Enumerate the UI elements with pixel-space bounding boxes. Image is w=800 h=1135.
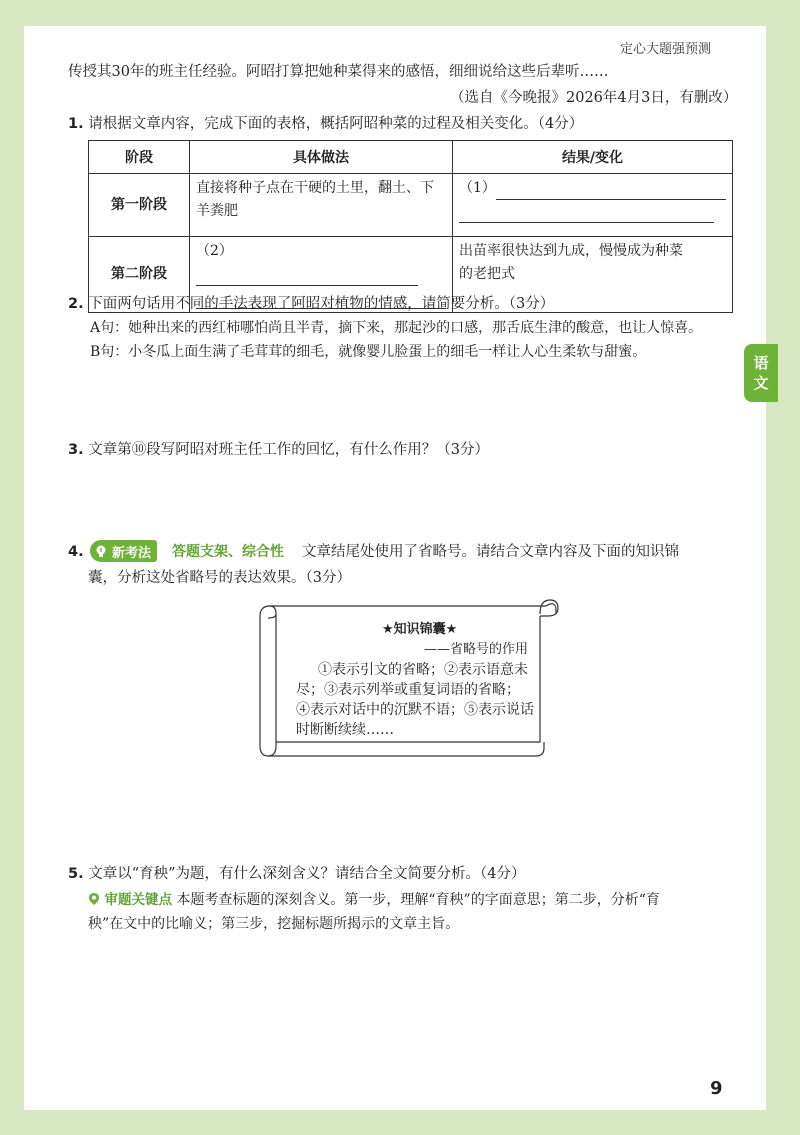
result-cell bbox=[453, 174, 733, 237]
question-5-text: 文章以“育秧”为题，有什么深刻含义？请结合全文简要分析。（4分） bbox=[88, 866, 526, 882]
process-table bbox=[88, 140, 733, 313]
question-4-number: 4. bbox=[68, 544, 84, 560]
scroll-line: ①表示引文的省略；②表示语意未 bbox=[318, 662, 528, 678]
source-citation: （选自《今晚报》2026年4月3日，有删改） bbox=[450, 90, 738, 106]
question-4-text-line1: 文章结尾处使用了省略号。请结合文章内容及下面的知识锦 bbox=[302, 544, 679, 560]
question-1-number: 1. bbox=[68, 116, 84, 132]
hint-line-2: 秧”在文中的比喻义；第三步，挖掘标题所揭示的文章主旨。 bbox=[88, 916, 460, 932]
table-header-method: 具体做法 bbox=[190, 141, 453, 174]
hint-label: 审题关键点 bbox=[104, 892, 172, 908]
lightbulb-icon bbox=[94, 544, 108, 558]
answer-label: （1） bbox=[459, 180, 496, 196]
question-2-number: 2. bbox=[68, 296, 84, 312]
hint-text: 本题考查标题的深刻含义。第一步，理解“育秧”的字面意思；第二步，分析“育 bbox=[176, 892, 660, 908]
question-2-text: 下面两句话用不同的手法表现了阿昭对植物的情感，请简要分析。（3分） bbox=[88, 296, 555, 312]
answer-label: （2） bbox=[196, 243, 233, 259]
method-text-line: 羊粪肥 bbox=[196, 203, 238, 219]
stage-cell: 第一阶段 bbox=[89, 174, 190, 237]
question-4-text-line2: 囊，分析这处省略号的表达效果。（3分） bbox=[88, 570, 351, 586]
question-3 bbox=[68, 440, 489, 460]
table-header-stage: 阶段 bbox=[89, 141, 190, 174]
side-tab-char-2: 文 bbox=[753, 374, 769, 392]
subject-side-tab bbox=[744, 344, 778, 402]
new-method-badge bbox=[90, 540, 157, 562]
question-1 bbox=[68, 114, 583, 134]
answer-blank-line[interactable] bbox=[196, 267, 418, 286]
scroll-line: 尽；③表示列举或重复词语的省略； bbox=[296, 682, 520, 698]
question-3-text: 文章第⑩段写阿昭对班主任工作的回忆，有什么作用？（3分） bbox=[88, 442, 489, 458]
scroll-line: ④表示对话中的沉默不语；⑤表示说话 bbox=[296, 702, 534, 718]
scroll-title: ★知识锦囊★ bbox=[382, 622, 458, 637]
badge-label: 新考法 bbox=[112, 545, 152, 561]
header-title: 定心大题强预测 bbox=[620, 42, 712, 57]
location-pin-icon bbox=[88, 892, 100, 912]
scroll-line: 时断断续续…… bbox=[296, 722, 394, 738]
table-row bbox=[89, 174, 733, 237]
question-5-number: 5. bbox=[68, 866, 84, 882]
page-frame-right bbox=[766, 0, 800, 1135]
table-header-row bbox=[89, 141, 733, 174]
page-frame-top bbox=[0, 0, 800, 26]
scroll-subtitle: ——省略号的作用 bbox=[424, 642, 529, 657]
page-frame-bottom bbox=[0, 1110, 800, 1135]
method-text-line: 直接将种子点在干硬的土里，翻土、下 bbox=[196, 180, 434, 196]
answer-blank-line[interactable] bbox=[496, 181, 726, 200]
page-number: 9 bbox=[710, 1078, 723, 1099]
page-frame-left bbox=[0, 0, 24, 1135]
question-5 bbox=[68, 864, 526, 884]
sentence-b: B句：小冬瓜上面生满了毛茸茸的细毛，就像婴儿脸蛋上的细毛一样让人心生柔软与甜蜜。 bbox=[90, 344, 647, 360]
method-cell bbox=[190, 174, 453, 237]
sentence-a: A句：她种出来的西红柿哪怕尚且半青，摘下来，那起沙的口感，那舌底生津的酸意，也让人惊喜。 bbox=[90, 320, 703, 336]
answer-blank-line[interactable] bbox=[459, 204, 714, 223]
question-3-number: 3. bbox=[68, 442, 84, 458]
hint-line-1 bbox=[88, 890, 660, 912]
table-header-result: 结果/变化 bbox=[453, 141, 733, 174]
result-text-line: 的老把式 bbox=[459, 266, 515, 282]
intro-line: 传授其30年的班主任经验。阿昭打算把她种菜得来的感悟，细细说给这些后辈听…… bbox=[68, 64, 609, 80]
side-tab-char-1: 语 bbox=[753, 354, 769, 372]
question-1-text: 请根据文章内容，完成下面的表格，概括阿昭种菜的过程及相关变化。（4分） bbox=[88, 116, 584, 132]
result-text-line: 出苗率很快达到九成，慢慢成为种菜 bbox=[459, 243, 683, 259]
question-2 bbox=[68, 294, 554, 314]
question-tags: 答题支架、综合性 bbox=[172, 544, 284, 560]
stage-cell: 第二阶段 bbox=[89, 237, 190, 313]
